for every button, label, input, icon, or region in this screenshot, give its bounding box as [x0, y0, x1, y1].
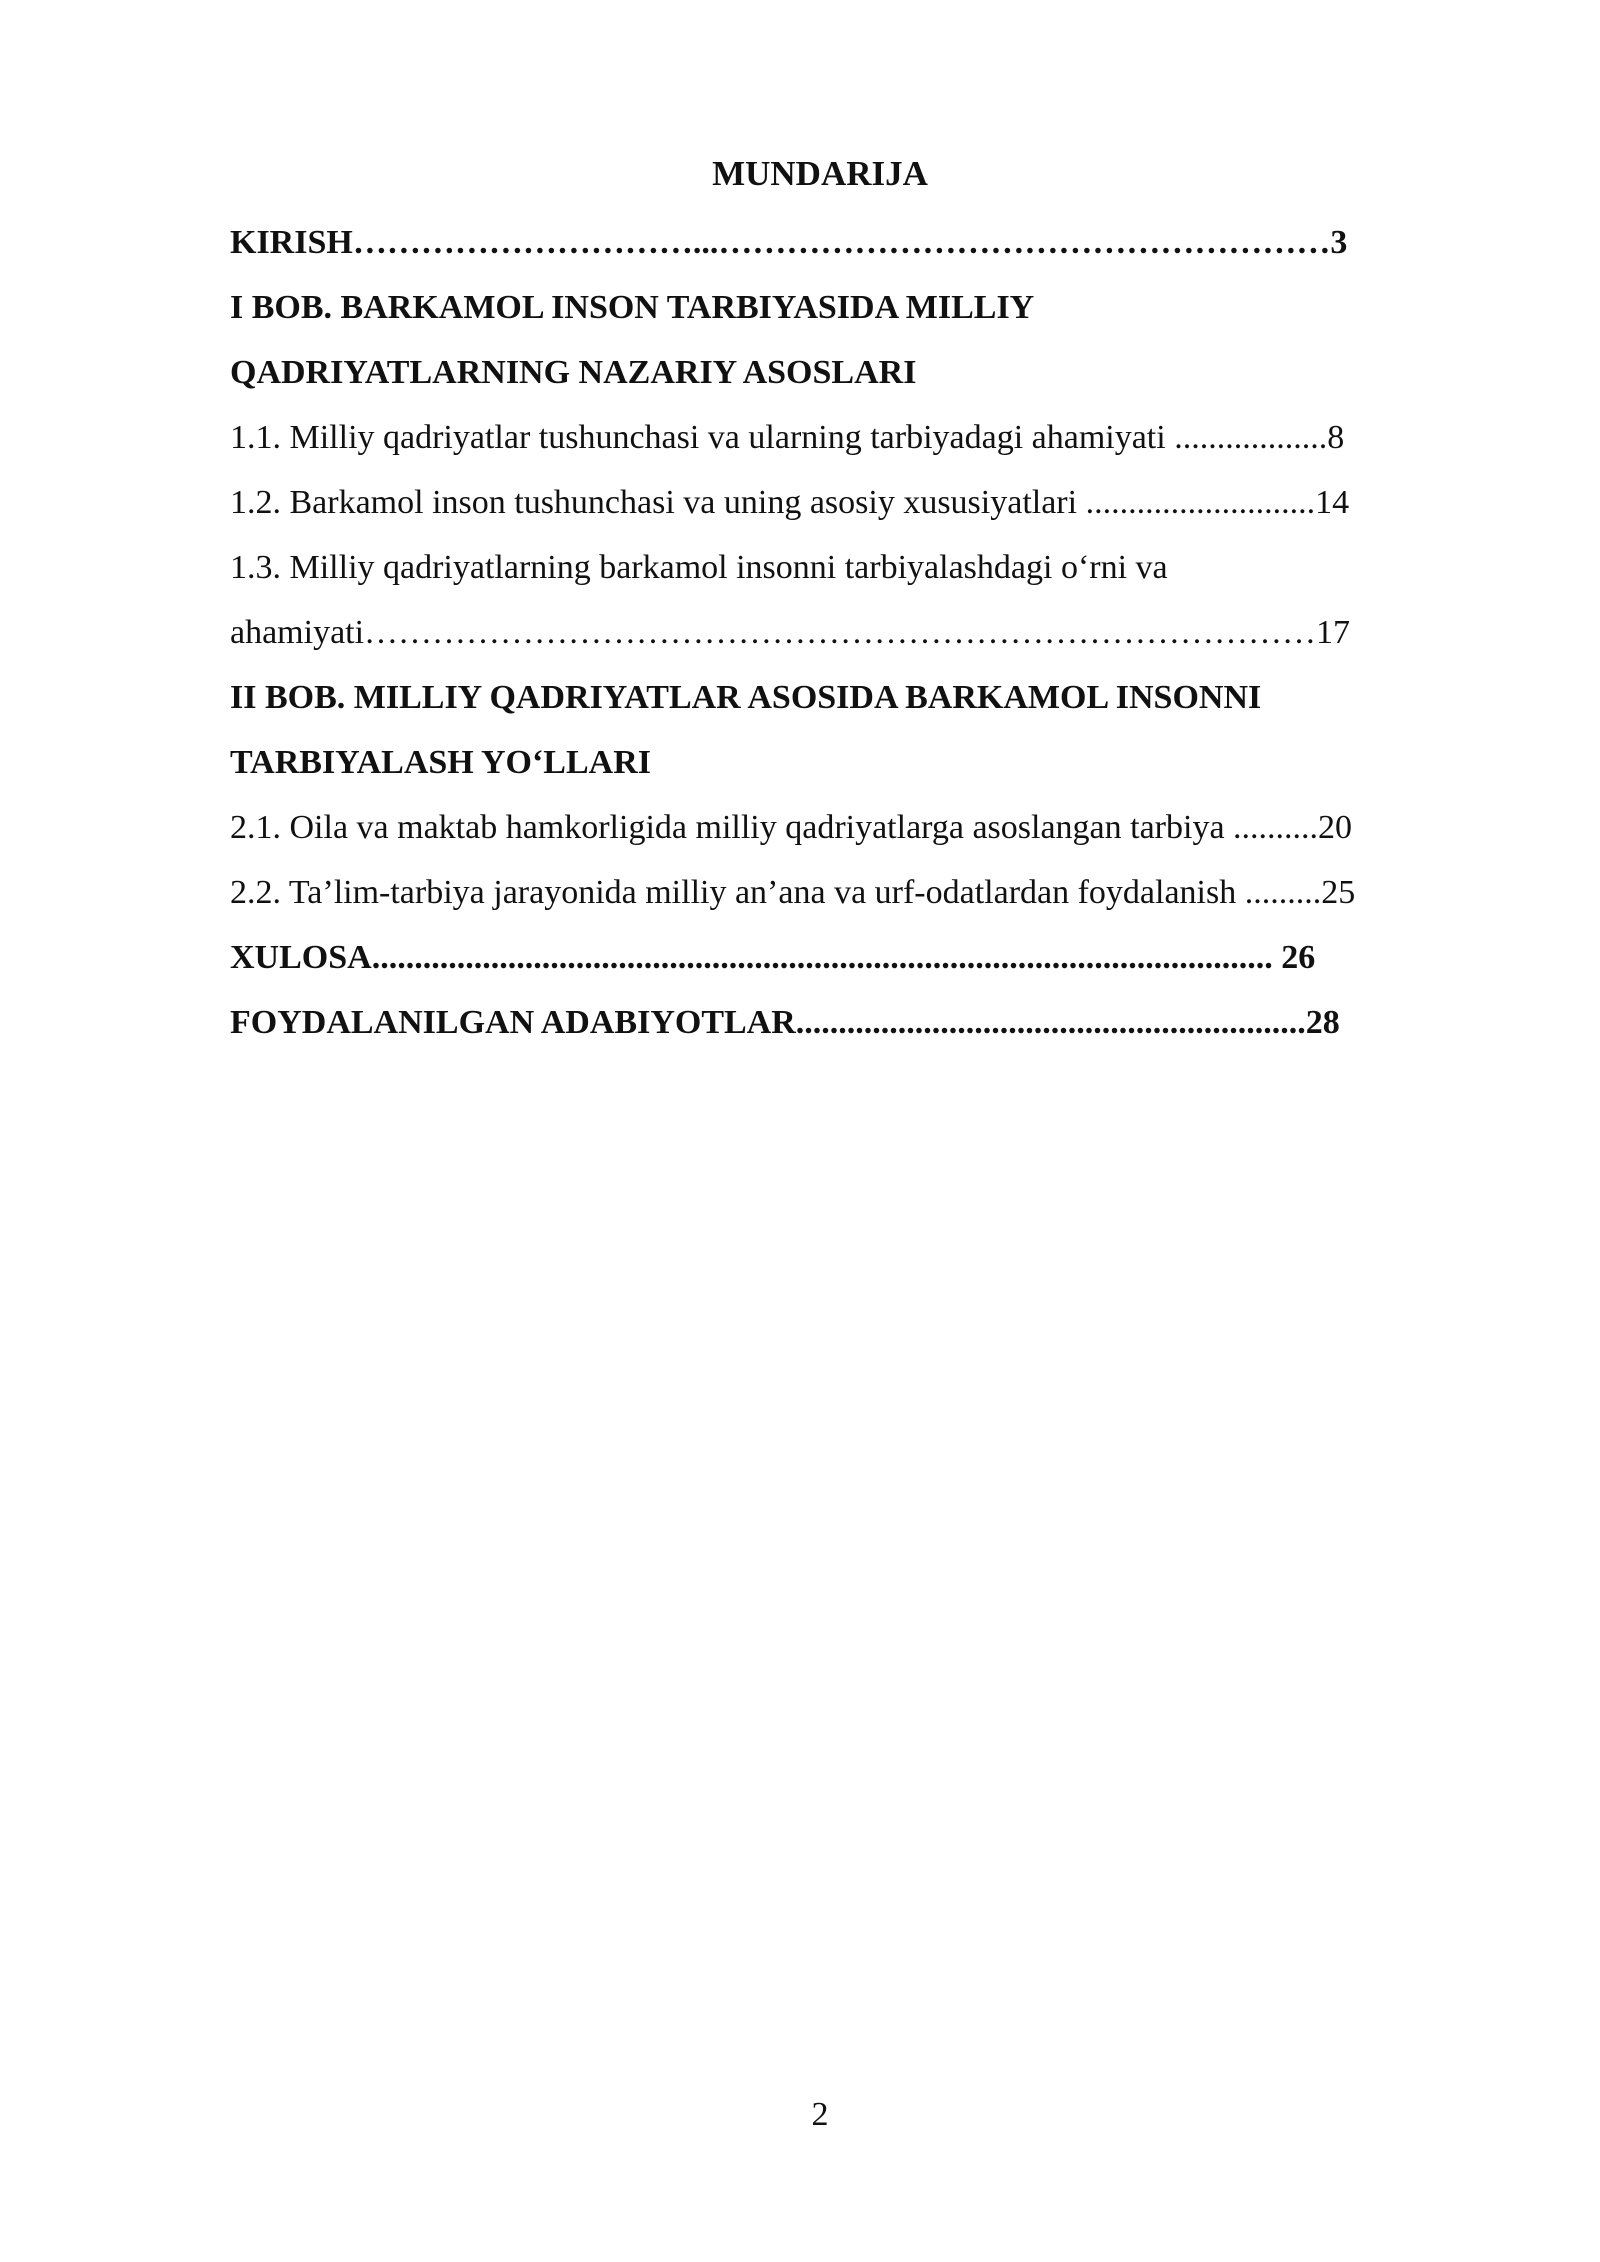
toc-chapter-1-heading-line-1: I BOB. BARKAMOL INSON TARBIYASIDA MILLIY	[230, 289, 1035, 326]
toc-entry-1-3-line-2: ahamiyati…………………………………………………………………………17	[230, 614, 1351, 651]
toc-entry-1-1: 1.1. Milliy qadriyatlar tushunchasi va ularning tarbiyadagi ahamiyati ..................8	[230, 419, 1345, 456]
toc-entry-1-3-line-1: 1.3. Milliy qadriyatlarning barkamol insonni tarbiyalashdagi o‘rni va	[230, 549, 1168, 586]
toc-entry-foydalanilgan-adabiyotlar: FOYDALANILGAN ADABIYOTLAR............................................................28	[230, 1004, 1340, 1041]
toc-chapter-2-heading-line-2: TARBIYALASH YO‘LLARI	[230, 744, 651, 781]
toc-entry-1-2: 1.2. Barkamol inson tushunchasi va uning asosiy xususiyatlari ...........................14	[230, 484, 1350, 521]
table-of-contents	[230, 220, 1490, 1065]
page-number: 2	[811, 2096, 829, 2133]
toc-title: MUNDARIJA	[712, 154, 928, 193]
toc-chapter-1-heading-line-2: QADRIYATLARNING NAZARIY ASOSLARI	[230, 354, 917, 391]
toc-entry-2-1: 2.1. Oila va maktab hamkorligida milliy qadriyatlarga asoslangan tarbiya ..........20	[230, 809, 1353, 846]
toc-entry-xulosa: XULOSA.......................................................................................................... 26	[230, 939, 1316, 976]
toc-chapter-2-heading-line-1: II BOB. MILLIY QADRIYATLAR ASOSIDA BARKAMOL INSONNI	[230, 679, 1262, 716]
toc-entry-kirish: KIRISH…………………………...………………………………………………3	[230, 224, 1348, 261]
toc-entry-2-2: 2.2. Ta’lim-tarbiya jarayonida milliy an’ana va urf-odatlardan foydalanish .........25	[230, 874, 1356, 911]
